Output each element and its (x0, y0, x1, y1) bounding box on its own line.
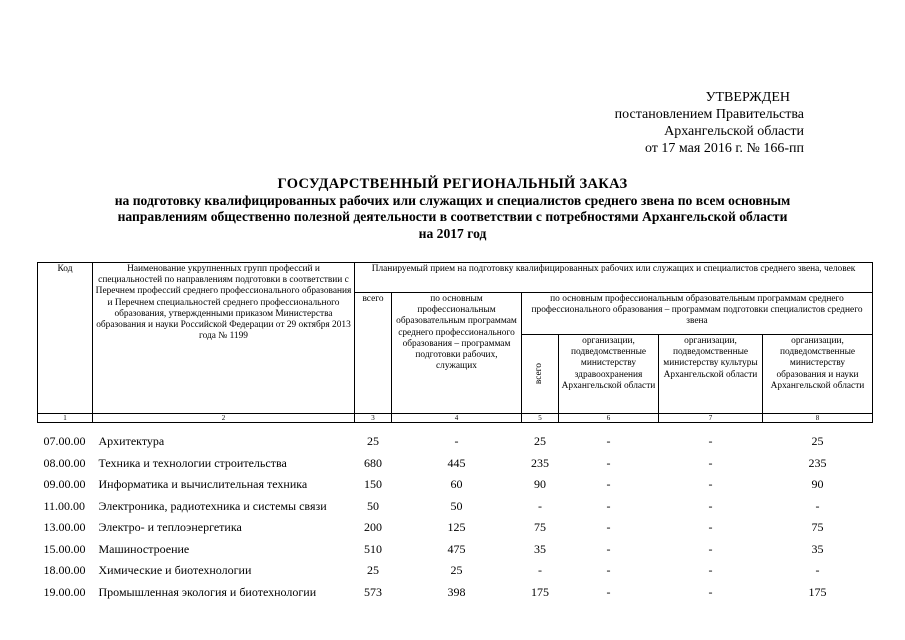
spacer (38, 423, 873, 432)
cell-name: Электро- и теплоэнергетика (98, 520, 242, 535)
cell-culture: - (708, 584, 713, 599)
table-row (38, 496, 873, 518)
cell-culture: - (708, 434, 713, 449)
cell-health: - (606, 434, 611, 449)
cell-education: 175 (808, 584, 827, 599)
cell-health: - (606, 455, 611, 470)
cell-total: 150 (364, 477, 382, 492)
cell-total: 50 (367, 498, 379, 513)
cell-workers: 398 (447, 584, 466, 599)
document-title (40, 176, 865, 242)
header-total: всего (355, 293, 392, 414)
header-spec-total (522, 335, 559, 414)
cell-total: 25 (367, 434, 379, 449)
table-row (38, 453, 873, 475)
cell-total: 573 (364, 584, 382, 599)
cell-workers: 445 (447, 455, 466, 470)
cell-workers: 50 (450, 498, 463, 513)
cell-code: 19.00.00 (43, 584, 86, 599)
cell-code: 15.00.00 (43, 541, 86, 556)
cell-health: - (606, 498, 611, 513)
cell-culture: - (708, 520, 713, 535)
cell-education: - (815, 498, 820, 513)
cell-health: - (606, 541, 611, 556)
cell-health: - (606, 563, 611, 578)
table-row (38, 560, 873, 582)
cell-name: Информатика и вычислительная техника (98, 477, 308, 492)
cell-culture: - (708, 455, 713, 470)
cell-culture: - (708, 498, 713, 513)
cell-health: - (606, 584, 611, 599)
cell-culture: - (708, 477, 713, 492)
cell-education: - (815, 563, 820, 578)
column-number: 8 (763, 414, 873, 423)
header-culture: организации, подведомственные министерству культуры Архангельской области (659, 335, 763, 414)
table-body (38, 423, 873, 604)
cell-code: 13.00.00 (43, 520, 86, 535)
cell-education: 35 (811, 541, 824, 556)
cell-total: 200 (364, 520, 382, 535)
title-line: на подготовку квалифицированных рабочих или служащих и специалистов среднего звена по всем основным (114, 192, 791, 208)
cell-workers: 60 (450, 477, 463, 492)
cell-education: 235 (808, 455, 827, 470)
column-number: 6 (559, 414, 659, 423)
approval-block (584, 89, 804, 157)
cell-health: - (606, 477, 611, 492)
cell-workers: 475 (447, 541, 466, 556)
cell-code: 08.00.00 (43, 455, 86, 470)
table-row (38, 431, 873, 453)
cell-spec-total: 35 (534, 541, 546, 556)
cell-name: Промышленная экология и биотехнологии (98, 584, 317, 599)
column-number: 5 (522, 414, 559, 423)
cell-culture: - (708, 541, 713, 556)
cell-workers: 125 (447, 520, 466, 535)
cell-spec-total: 175 (531, 584, 549, 599)
cell-workers: 25 (450, 563, 463, 578)
header-health: организации, подведомственные министерству здравоохранения Архангельской области (559, 335, 659, 414)
header-name: Наименование укрупненных групп профессий и специальностей по направлениям подготовки в соответствии с Перечнем профессий среднего профессионального образования и Перечнем специальностей среднего профессионального образования, утвержденными приказом Министерства образования и науки Российской Федерации от 29 октября 2013 года № 1199 (93, 263, 355, 414)
cell-total: 510 (364, 541, 382, 556)
approval-line: Архангельской области (664, 124, 804, 139)
cell-name: Машиностроение (98, 541, 190, 556)
order-table (37, 262, 873, 603)
cell-education: 90 (811, 477, 824, 492)
header-specialists: по основным профессиональным образовательным программам среднего профессионального образования – программам подготовки специалистов среднего звена (522, 293, 873, 335)
cell-code: 07.00.00 (43, 434, 86, 449)
approval-date: от 17 мая 2016 г. № 166-пп (644, 141, 804, 156)
table-row (38, 474, 873, 496)
header-planned: Планируемый прием на подготовку квалифицированных рабочих или служащих и специалистов среднего звена, человек (355, 263, 873, 293)
cell-total: 25 (367, 563, 379, 578)
title-year: на 2017 год (418, 225, 487, 241)
cell-health: - (606, 520, 611, 535)
column-number: 1 (38, 414, 93, 423)
table-row (38, 539, 873, 561)
cell-education: 25 (811, 434, 824, 449)
table-row (38, 582, 873, 604)
approval-line: постановлением Правительства (614, 107, 804, 122)
column-number-row (38, 414, 873, 423)
column-number: 4 (392, 414, 522, 423)
header-spec-total-label: всего (534, 363, 545, 385)
cell-code: 11.00.00 (43, 498, 86, 513)
cell-name: Архитектура (98, 434, 165, 449)
table-row (38, 517, 873, 539)
cell-spec-total: 25 (534, 434, 546, 449)
cell-name: Электроника, радиотехника и системы связи (98, 498, 327, 513)
column-number: 3 (355, 414, 392, 423)
approval-heading: УТВЕРЖДЕН (705, 90, 790, 105)
cell-spec-total: - (538, 498, 542, 513)
cell-spec-total: - (538, 563, 542, 578)
column-number: 7 (659, 414, 763, 423)
cell-education: 75 (811, 520, 824, 535)
header-education: организации, подведомственные министерству образования и науки Архангельской области (763, 335, 873, 414)
cell-code: 09.00.00 (43, 477, 86, 492)
cell-name: Химические и биотехнологии (98, 563, 252, 578)
header-workers: по основным профессиональным образовательным программам среднего профессионального образования – программам подготовки рабочих, служащих (392, 293, 522, 414)
header-code: Код (38, 263, 93, 414)
cell-total: 680 (364, 455, 382, 470)
cell-name: Техника и технологии строительства (98, 455, 287, 470)
cell-workers: - (454, 434, 459, 449)
title-line: направлениям общественно полезной деятельности в соответствии с потребностями Архангельской области (117, 209, 788, 224)
cell-spec-total: 75 (534, 520, 546, 535)
title-heading: ГОСУДАРСТВЕННЫЙ РЕГИОНАЛЬНЫЙ ЗАКАЗ (277, 176, 628, 192)
cell-spec-total: 235 (531, 455, 549, 470)
column-number: 2 (93, 414, 355, 423)
cell-code: 18.00.00 (43, 563, 86, 578)
cell-spec-total: 90 (534, 477, 546, 492)
cell-culture: - (708, 563, 713, 578)
